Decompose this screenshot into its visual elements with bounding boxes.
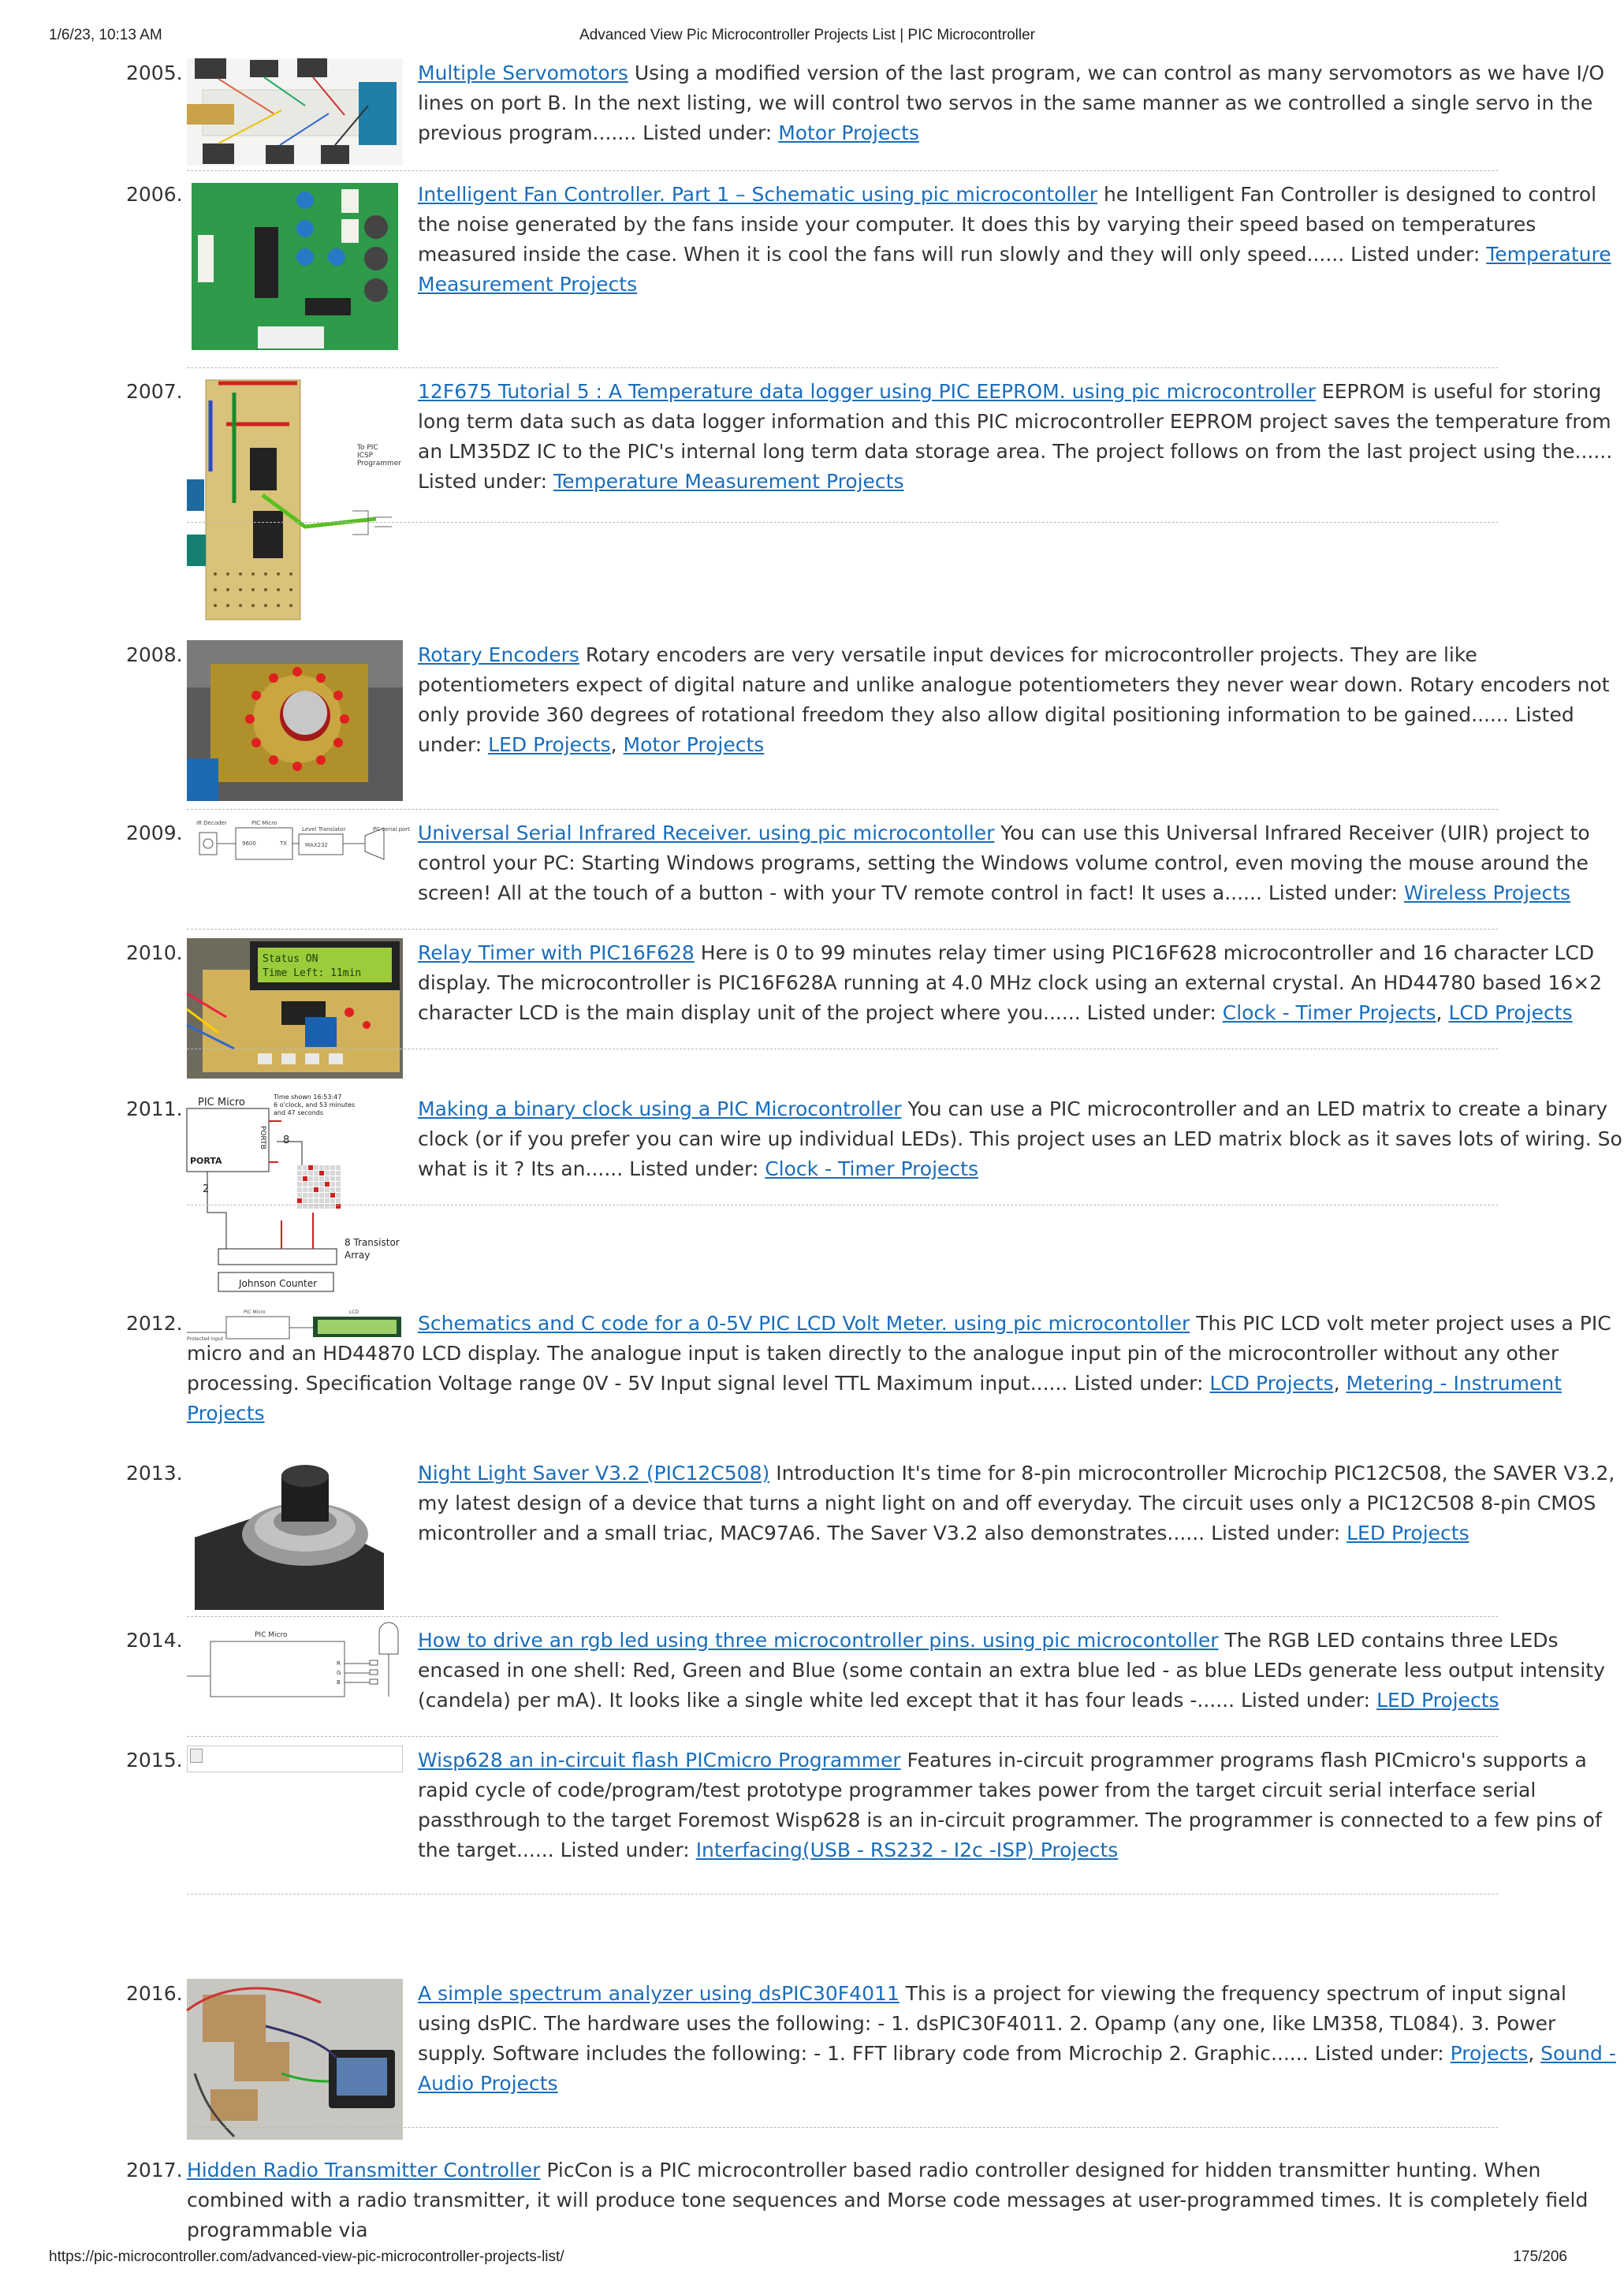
led-matrix-cell — [308, 1176, 313, 1181]
pic-micro-label: PIC Micro — [251, 820, 277, 826]
led-matrix-cell — [330, 1176, 335, 1181]
entry-number: 2016. — [126, 1982, 183, 2005]
category-link[interactable]: LCD Projects — [1448, 1001, 1573, 1024]
listed-under-label: Listed under: — [560, 1839, 690, 1861]
led-matrix-cell — [319, 1176, 324, 1181]
project-link[interactable]: 12F675 Tutorial 5 : A Temperature data logger using PIC EEPROM. using pic microcontroller — [418, 380, 1316, 403]
broken-image-icon — [190, 1749, 203, 1763]
entry-description: Here is 0 to 99 minutes relay timer using PIC16F628 microcontroller and 16 character LCD display. The microcontroller is PIC16F628A running at 4.0 MHz clock using an external crystal. An HD44780 based 16×2 character LCD is the main display unit of the project where you...... — [418, 941, 1603, 1024]
time-caption: 6 o'clock, and 53 minutes — [274, 1101, 356, 1108]
entry-body: Rotary Encoders Rotary encoders are very versatile input devices for microcontroller projects. They are like potentiometers expect of digital nature and unlike analogue potentiometers they never wear down. Rotary encoders not only provide 360 degrees of rotational freedom they also allow digital positioning information to be gained...... Listed under: LED Projects, Motor Projects — [418, 643, 1610, 756]
pin-label: R — [337, 1660, 341, 1667]
time-caption: and 47 seconds — [274, 1109, 324, 1116]
led-matrix-cell — [314, 1193, 318, 1198]
led-matrix-cell — [314, 1171, 318, 1176]
project-link[interactable]: How to drive an rgb led using three microcontroller pins. using pic microcontoller — [418, 1629, 1219, 1652]
led-matrix-cell — [297, 1176, 302, 1181]
entry-number: 2006. — [126, 183, 183, 206]
binary-clock-diagram-thumbnail[interactable] — [187, 1094, 403, 1293]
entry-body — [418, 1626, 1624, 1716]
led-matrix-cell — [314, 1198, 318, 1203]
entry-description: EEPROM is useful for storing long term data such as data logger information and this PIC microcontroller EEPROM project saves the temperature from an LM35DZ IC to the PIC's internal long term data storage area. The project follows on from the last project using the...... — [418, 380, 1613, 463]
project-link[interactable]: Night Light Saver V3.2 (PIC12C508) — [418, 1462, 770, 1485]
led-matrix-cell — [325, 1198, 330, 1203]
programmer-label: To PIC — [357, 444, 378, 452]
entry-body — [418, 377, 1624, 497]
led-matrix-cell — [308, 1165, 313, 1170]
category-link[interactable]: Motor Projects — [623, 733, 765, 756]
listed-under-label: Listed under: — [629, 1157, 759, 1180]
entry-description: he Intelligent Fan Controller is designed to control the noise generated by the fans inside your computer. It does this by varying their speed based on temperatures measured inside the case. When it is cool the fans will run slowly and they will only speed...... — [418, 183, 1597, 266]
led-matrix-cell — [303, 1187, 307, 1192]
category-link[interactable]: LED Projects — [1376, 1689, 1499, 1712]
entry-divider — [187, 809, 1498, 810]
transistor-array-label: 8 Transistor — [345, 1237, 400, 1248]
lcd-line-1: Status ON — [263, 953, 318, 965]
led-matrix-cell — [308, 1182, 313, 1187]
led-matrix-cell — [314, 1187, 318, 1192]
entry-description: The RGB LED contains three LEDs encased in one shell: Red, Green and Blue (some contain an extra blue led - as blue LEDs generate less output intensity (candela) per mA). It looks like a single white led except that it has four leads -...... — [418, 1629, 1605, 1712]
led-matrix-cell — [325, 1176, 330, 1181]
project-link[interactable]: Rotary Encoders — [418, 643, 579, 666]
project-link[interactable]: A simple spectrum analyzer using dsPIC30F4011 — [418, 1982, 900, 2005]
entry-body: A simple spectrum analyzer using dsPIC30F4011 This is a project for viewing the frequency spectrum of input signal using dsPIC. The hardware uses the following: - 1. dsPIC30F4011. 2. Opamp (any one, like LM358, TL084). 3. Power supply. Software includes the following: - 1. FFT library code from Microchip 2. Graphic...... Listed under: Projects, Sound - Audio Projects — [418, 1982, 1616, 2095]
entry-description: Features in-circuit programmer programs flash PICmicro's supports a rapid cycle of code/program/test prototype programmer takes power from the target circuit serial interface serial passthrough to the target Foremost Wisp628 is an in-circuit programmer. The programmer is connected to a few pins of the target...... — [418, 1749, 1602, 1861]
entry-description: You can use a PIC microcontroller and an LED matrix to create a binary clock (or if you prefer you can wire up individual LEDs). This project uses an LED matrix block as it saves lots of wiring. So what is it ? Its an...... — [418, 1097, 1622, 1180]
category-link[interactable]: Metering - Instrument Projects — [187, 1372, 1563, 1425]
led-matrix-cell — [330, 1187, 335, 1192]
category-link[interactable]: Motor Projects — [778, 121, 919, 144]
led-matrix-cell — [297, 1198, 302, 1203]
push-button-switch-thumbnail[interactable] — [187, 1459, 403, 1610]
led-matrix-cell — [297, 1187, 302, 1192]
header-page-title: Advanced View Pic Microcontroller Projects List | PIC Microcontroller — [579, 27, 1035, 43]
entry-divider — [187, 1616, 1498, 1617]
programmer-label: Programmer — [357, 460, 401, 468]
listed-under-label: Listed under: — [1314, 2042, 1444, 2065]
led-matrix-cell — [308, 1193, 313, 1198]
entry-description: Using a modified version of the last program, we can control as many servomotors as we have I/O lines on port B. In the next listing, we will control two servos in the same manner as we controlled a single servo in the previous program....... — [418, 61, 1605, 144]
category-link[interactable]: Sound - Audio Projects — [418, 2042, 1616, 2095]
led-matrix-cell — [303, 1176, 307, 1181]
listed-under-label: Listed under: — [1350, 243, 1481, 266]
header-date: 1/6/23, 10:13 AM — [49, 27, 162, 43]
project-link[interactable]: Intelligent Fan Controller. Part 1 – Schematic using pic microcontoller — [418, 183, 1097, 206]
pic-micro-label: PIC Micro — [198, 1097, 245, 1108]
led-matrix-cell — [303, 1182, 307, 1187]
led-matrix-cell — [330, 1182, 335, 1187]
led-matrix-cell — [336, 1176, 341, 1181]
johnson-counter-label: Johnson Counter — [239, 1278, 318, 1289]
listed-under-label: Listed under: — [1268, 881, 1398, 904]
entry-number: 2007. — [126, 380, 183, 403]
led-matrix-cell — [325, 1165, 330, 1170]
led-matrix-cell — [297, 1193, 302, 1198]
lcd-line-2: Time Left: 11min — [263, 967, 362, 979]
entry-body: Relay Timer with PIC16F628 Here is 0 to 99 minutes relay timer using PIC16F628 microcontroller and 16 character LCD display. The microcontroller is PIC16F628A running at 4.0 MHz clock using an external crystal. An HD44780 based 16×2 character LCD is the main display unit of the project where you...... Listed under: Clock - Timer Projects, LCD Projects — [418, 941, 1603, 1024]
led-matrix-cell — [303, 1165, 307, 1170]
project-link[interactable]: Relay Timer with PIC16F628 — [418, 941, 695, 964]
led-matrix-cell — [297, 1171, 302, 1176]
infrared-receiver-diagram-thumbnail[interactable] — [187, 818, 410, 869]
portb-label: PORTB — [259, 1126, 266, 1149]
project-link[interactable]: Hidden Radio Transmitter Controller — [187, 2159, 541, 2182]
category-link[interactable]: LED Projects — [1347, 1522, 1469, 1544]
led-matrix-cell — [336, 1187, 341, 1192]
led-matrix-cell — [314, 1165, 318, 1170]
spectrum-analyzer-thumbnail[interactable] — [187, 1979, 403, 2140]
entry-description: This is a project for viewing the frequency spectrum of input signal using dsPIC. The hardware uses the following: - 1. dsPIC30F4011. 2. Opamp (any one, like LM358, TL084). 3. Power supply. Software includes the following: - 1. FFT library code from Microchip 2. Graphic...... — [418, 1982, 1566, 2065]
entry-body — [418, 180, 1624, 300]
entry-body — [418, 58, 1624, 148]
pin-label: B — [337, 1679, 341, 1686]
lcd-label: LCD — [349, 1310, 359, 1315]
transistor-array-label: Array — [345, 1250, 371, 1261]
category-link[interactable]: Interfacing(USB - RS232 - I2c -ISP) Projects — [695, 1839, 1119, 1861]
led-matrix-cell — [314, 1182, 318, 1187]
tx-label: TX — [280, 840, 288, 847]
entry-description: Rotary encoders are very versatile input devices for microcontroller projects. They are like potentiometers expect of digital nature and unlike analogue potentiometers they never wear down. Rotary encoders not only provide 360 degrees of rotational freedom they also allow digital positioning information to be gained...... — [418, 643, 1610, 726]
bus-width-label: 8 — [283, 1135, 290, 1146]
entry-divider — [187, 1894, 1498, 1895]
footer-url: https://pic-microcontroller.com/advanced-view-pic-microcontroller-projects-list/ — [49, 2249, 564, 2265]
category-link[interactable]: Projects — [1450, 2042, 1529, 2065]
entry-number: 2017. — [126, 2159, 183, 2182]
project-link[interactable]: Schematics and C code for a 0-5V PIC LCD Volt Meter. using pic microcontoller — [418, 1312, 1190, 1335]
entry-description: PicCon is a PIC microcontroller based radio controller designed for hidden transmitter hunting. When combined with a radio transmitter, it will produce tone sequences and Morse code messages at user-programmed times. It is completely field programmable via — [187, 2159, 1589, 2241]
pin-label: G — [337, 1670, 341, 1676]
category-link[interactable]: LCD Projects — [1209, 1372, 1334, 1395]
entry-divider — [187, 522, 1498, 523]
led-matrix-cell — [336, 1182, 341, 1187]
porta-label: PORTA — [190, 1156, 222, 1166]
entry-description: This PIC LCD volt meter project uses a PIC micro and an HD44870 LCD display. The analogue input is taken directly to the analogue input pin of the microcontroller without any other processing. Specification Voltage range 0V - 5V Input signal level TTL Maximum input...... — [187, 1312, 1611, 1395]
led-matrix-cell — [319, 1171, 324, 1176]
led-matrix-cell — [303, 1198, 307, 1203]
entry-divider — [187, 2127, 1498, 2128]
entry-number: 2011. — [126, 1097, 183, 1120]
entry-body — [187, 2155, 1624, 2245]
led-matrix-cell — [319, 1165, 324, 1170]
led-matrix-cell — [325, 1171, 330, 1176]
ir-decoder-label: IR Decoder — [196, 820, 227, 826]
broken-image-placeholder[interactable] — [187, 1746, 403, 1772]
entry-divider — [187, 367, 1498, 368]
rotary-encoder-thumbnail[interactable] — [187, 640, 403, 801]
listed-under-label: Listed under: — [418, 703, 1574, 756]
baud-label: 9600 — [242, 840, 256, 847]
listed-under-label: Listed under: — [1241, 1689, 1371, 1712]
fan-controller-pcb-thumbnail[interactable] — [187, 180, 403, 356]
level-translator-label: Level Translator — [302, 826, 346, 833]
led-matrix-cell — [336, 1193, 341, 1198]
entry-description: Introduction It's time for 8-pin microcontroller Microchip PIC12C508, the SAVER V3.2, my latest design of a device that turns a night light on and off everyday. The circuit uses only a PIC12C508 8-pin CMOS micontroller and a small triac, MAC97A6. The Saver V3.2 also demonstrates...... — [418, 1462, 1615, 1544]
data-logger-stripboard-thumbnail[interactable] — [187, 377, 403, 623]
led-matrix-cell — [308, 1187, 313, 1192]
max232-label: MAX232 — [305, 842, 328, 848]
led-matrix-cell — [297, 1182, 302, 1187]
led-matrix-cell — [330, 1193, 335, 1198]
category-link[interactable]: Wireless Projects — [1403, 881, 1571, 904]
servo-breadboard-thumbnail[interactable] — [187, 58, 403, 166]
category-link[interactable]: Clock - Timer Projects — [765, 1157, 979, 1180]
entry-number: 2014. — [126, 1629, 183, 1652]
project-link[interactable]: Making a binary clock using a PIC Microcontroller — [418, 1097, 902, 1120]
led-matrix-cell — [330, 1171, 335, 1176]
programmer-label: ICSP — [357, 452, 374, 460]
category-link[interactable]: Clock - Timer Projects — [1222, 1001, 1436, 1024]
listed-under-label: Listed under: — [1211, 1522, 1341, 1544]
led-matrix-cell — [330, 1198, 335, 1203]
led-matrix-cell — [319, 1187, 324, 1192]
entry-body: Schematics and C code for a 0-5V PIC LCD Volt Meter. using pic microcontoller This PIC LCD volt meter project uses a PIC micro and an HD44870 LCD display. The analogue input is taken directly to the analogue input pin of the microcontroller without any other processing. Specification Voltage range 0V - 5V Input signal level TTL Maximum input...... Listed under: LCD Projects, Metering - Instrument Projects — [187, 1312, 1611, 1425]
entry-number: 2005. — [126, 61, 183, 84]
entry-number: 2008. — [126, 643, 183, 666]
relay-timer-thumbnail[interactable] — [187, 938, 403, 1079]
entry-body — [418, 1746, 1624, 1865]
entry-number: 2013. — [126, 1462, 183, 1485]
protected-input-label: Protected input — [187, 1336, 224, 1342]
pc-serial-label: PC serial port — [373, 826, 410, 833]
led-matrix-cell — [330, 1165, 335, 1170]
led-matrix-cell — [314, 1176, 318, 1181]
entry-description: You can use this Universal Infrared Receiver (UIR) project to control your PC: Starting Windows programs, setting the Windows volume control, even moving the mouse around the screen! All at the touch of a button - with your TV remote control in fact! It uses a...... — [418, 822, 1590, 904]
project-link[interactable]: Wisp628 an in-circuit flash PICmicro Programmer — [418, 1749, 901, 1772]
entry-body — [418, 818, 1624, 908]
listed-under-label: Listed under: — [1086, 1001, 1216, 1024]
led-matrix-cell — [319, 1198, 324, 1203]
time-caption: Time shown 16:53:47 — [274, 1094, 342, 1101]
rgb-led-circuit-thumbnail[interactable] — [187, 1626, 403, 1705]
led-matrix-cell — [336, 1198, 341, 1203]
entry-body — [418, 1094, 1624, 1184]
project-link[interactable]: Universal Serial Infrared Receiver. using pic microcontoller — [418, 822, 995, 844]
led-matrix-cell — [325, 1187, 330, 1192]
entry-number: 2012. — [126, 1312, 183, 1335]
entry-body — [418, 1459, 1624, 1548]
led-matrix-cell — [319, 1193, 324, 1198]
led-matrix-cell — [325, 1182, 330, 1187]
led-matrix-cell — [308, 1171, 313, 1176]
pic-micro-label: PIC Micro — [244, 1310, 266, 1315]
pic-micro-label: PIC Micro — [255, 1631, 288, 1639]
category-link[interactable]: Temperature Measurement Projects — [418, 243, 1611, 296]
listed-under-label: Listed under: — [643, 121, 773, 144]
led-matrix-cell — [303, 1193, 307, 1198]
led-matrix-cell — [319, 1182, 324, 1187]
category-link[interactable]: LED Projects — [488, 733, 611, 756]
entry-divider — [187, 929, 1498, 930]
footer-page-number: 175/206 — [1513, 2249, 1567, 2265]
listed-under-label: Listed under: — [1074, 1372, 1204, 1395]
led-matrix-cell — [336, 1165, 341, 1170]
led-matrix-cell — [297, 1165, 302, 1170]
led-matrix-cell — [303, 1171, 307, 1176]
entry-divider — [187, 170, 1498, 171]
led-matrix-cell — [308, 1198, 313, 1203]
entry-number: 2015. — [126, 1749, 183, 1772]
project-link[interactable]: Multiple Servomotors — [418, 61, 628, 84]
listed-under-label: Listed under: — [418, 470, 548, 493]
led-matrix-cell — [325, 1193, 330, 1198]
entry-number: 2010. — [126, 941, 183, 964]
entry-divider — [187, 1736, 1498, 1737]
entry-number: 2009. — [126, 822, 183, 844]
led-matrix-cell — [336, 1171, 341, 1176]
bus-width-label: 2 — [203, 1183, 210, 1195]
category-link[interactable]: Temperature Measurement Projects — [553, 470, 904, 493]
